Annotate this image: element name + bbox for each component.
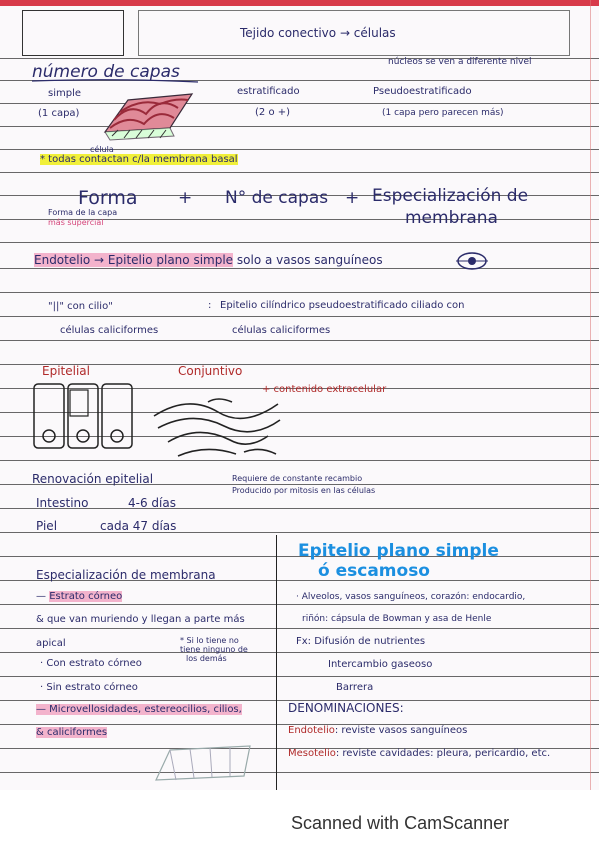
ruled-line [0,604,599,605]
top-red-border [0,0,599,6]
estrato-dash: — [36,591,46,602]
especial-note-3: los demás [186,654,227,663]
ruled-line [0,172,599,173]
endotelio-label: Endotelio [288,725,335,736]
forma-note-1: Forma de la capa [48,208,118,217]
ruled-line [0,242,599,243]
heading-numero-capas: número de capas [32,62,180,82]
endotelio-line [34,253,383,267]
conjuntivo-fibers-sketch-icon [148,390,288,470]
ruled-line [0,508,599,509]
forma-note-2: más supercial [48,218,104,227]
header-box-left [22,10,124,56]
label-conjuntivo: Conjuntivo [178,364,243,378]
intestino-value: 4-6 días [128,496,176,510]
label-pseudoestratificado: Pseudoestratificado [373,86,472,97]
label-epitelial: Epitelial [42,364,90,378]
vessel-icon [454,250,492,272]
page-title: Tejido conectivo → células [240,26,396,40]
epithelium-sketch-icon [100,84,200,144]
ruled-line [0,628,599,629]
endotelio-line-highlight: Endotelio → Epitelio plano simple [34,253,234,267]
scanned-footer: Scanned with CamScanner [291,813,510,833]
renovacion-title: Renovación epitelial [32,472,154,486]
ruled-line [0,126,599,127]
label-forma: Forma [78,187,138,209]
renovacion-req-2: Producido por mitosis en las células [232,486,376,495]
alveolos-line: · Alveolos, vasos sanguíneos, corazón: endocardio, [296,592,526,602]
ruled-line [0,652,599,653]
epitelio-plano-title-2: ó escamoso [318,561,430,581]
cilio-colon: : [208,300,212,311]
endotelio-row [288,725,467,736]
label-dos-mas: (2 o +) [255,107,291,118]
label-especializacion: Especialización de [372,186,529,206]
ruled-line [0,316,599,317]
especial-line-2: apical [36,638,66,649]
piel-value: cada 47 días [100,519,177,533]
cilio-left-2: células caliciformes [60,325,159,336]
ruled-line [0,292,599,293]
mesotelio-row [288,748,550,759]
renovacion-req-1: Requiere de constante recambio [232,474,363,483]
ruled-line [0,772,599,773]
intercambio-line: Intercambio gaseoso [328,659,433,670]
label-n-capas: N° de capas [225,188,329,208]
fx-line: Fx: Difusión de nutrientes [296,636,426,647]
ruled-line [0,103,599,104]
estrato-row [36,591,122,602]
piel-label: Piel [36,519,58,533]
barrera-line: Barrera [336,682,374,693]
intestino-label: Intestino [36,496,89,510]
ruled-line [0,460,599,461]
label-estratificado: estratificado [237,86,300,97]
calici-row [36,727,107,738]
cilio-right-2: células caliciformes [232,325,331,336]
epitelio-plano-title-1: Epitelio plano simple [298,541,499,561]
column-divider [276,535,277,790]
endotelio-text: : reviste vasos sanguíneos [334,725,468,736]
calici-label: & caliciformes [36,727,108,738]
con-estrato: · Con estrato córneo [40,658,142,669]
mesotelio-text: : reviste cavidades: pleura, pericardio, etc. [335,748,551,759]
rinon-line: riñón: cápsula de Bowman y asa de Henle [302,614,492,624]
sin-estrato: · Sin estrato córneo [40,682,138,693]
margin-line [590,0,591,790]
label-celula: célula [90,145,114,154]
mesotelio-label: Mesotelio [288,748,336,759]
denominaciones-title: DENOMINACIONES: [288,701,404,715]
micro-row [36,704,242,715]
note-membrana-basal [40,154,238,165]
plus-1: + [178,188,193,208]
ruled-line [0,532,599,533]
epitelial-cells-sketch-icon [30,380,148,452]
label-pseudo-note: (1 capa pero parecen más) [382,108,504,118]
bottom-sketch-icon [150,740,260,788]
especializacion-title: Especialización de membrana [36,568,216,582]
ruled-line [0,340,599,341]
endotelio-line-rest: solo a vasos sanguíneos [236,253,383,267]
cilio-left: "||" con cilio" [48,301,113,312]
especial-note-1: * Si lo tiene no [180,636,239,645]
label-contenido-extracelular: + contenido extracelular [262,384,387,395]
estrato-label: Estrato córneo [49,591,123,602]
ruled-line [0,676,599,677]
label-una-capa: (1 capa) [38,108,80,119]
plus-2: + [345,188,360,208]
cilio-right: Epitelio cilíndrico pseudoestratificado ciliado con [220,300,465,311]
note-nucleos: núcleos se ven a diferente nivel [388,57,532,67]
note-membrana-basal-text: * todas contactan c/la membrana basal [40,154,238,165]
micro-label: — Microvellosidades, estereocilios, cilios, [36,704,242,715]
label-membrana: membrana [405,208,498,228]
especial-line-1: & que van muriendo y llegan a parte más [36,614,245,625]
ruled-line [0,268,599,269]
especial-note-2: tiene ninguno de [180,645,248,654]
label-simple: simple [48,88,82,99]
